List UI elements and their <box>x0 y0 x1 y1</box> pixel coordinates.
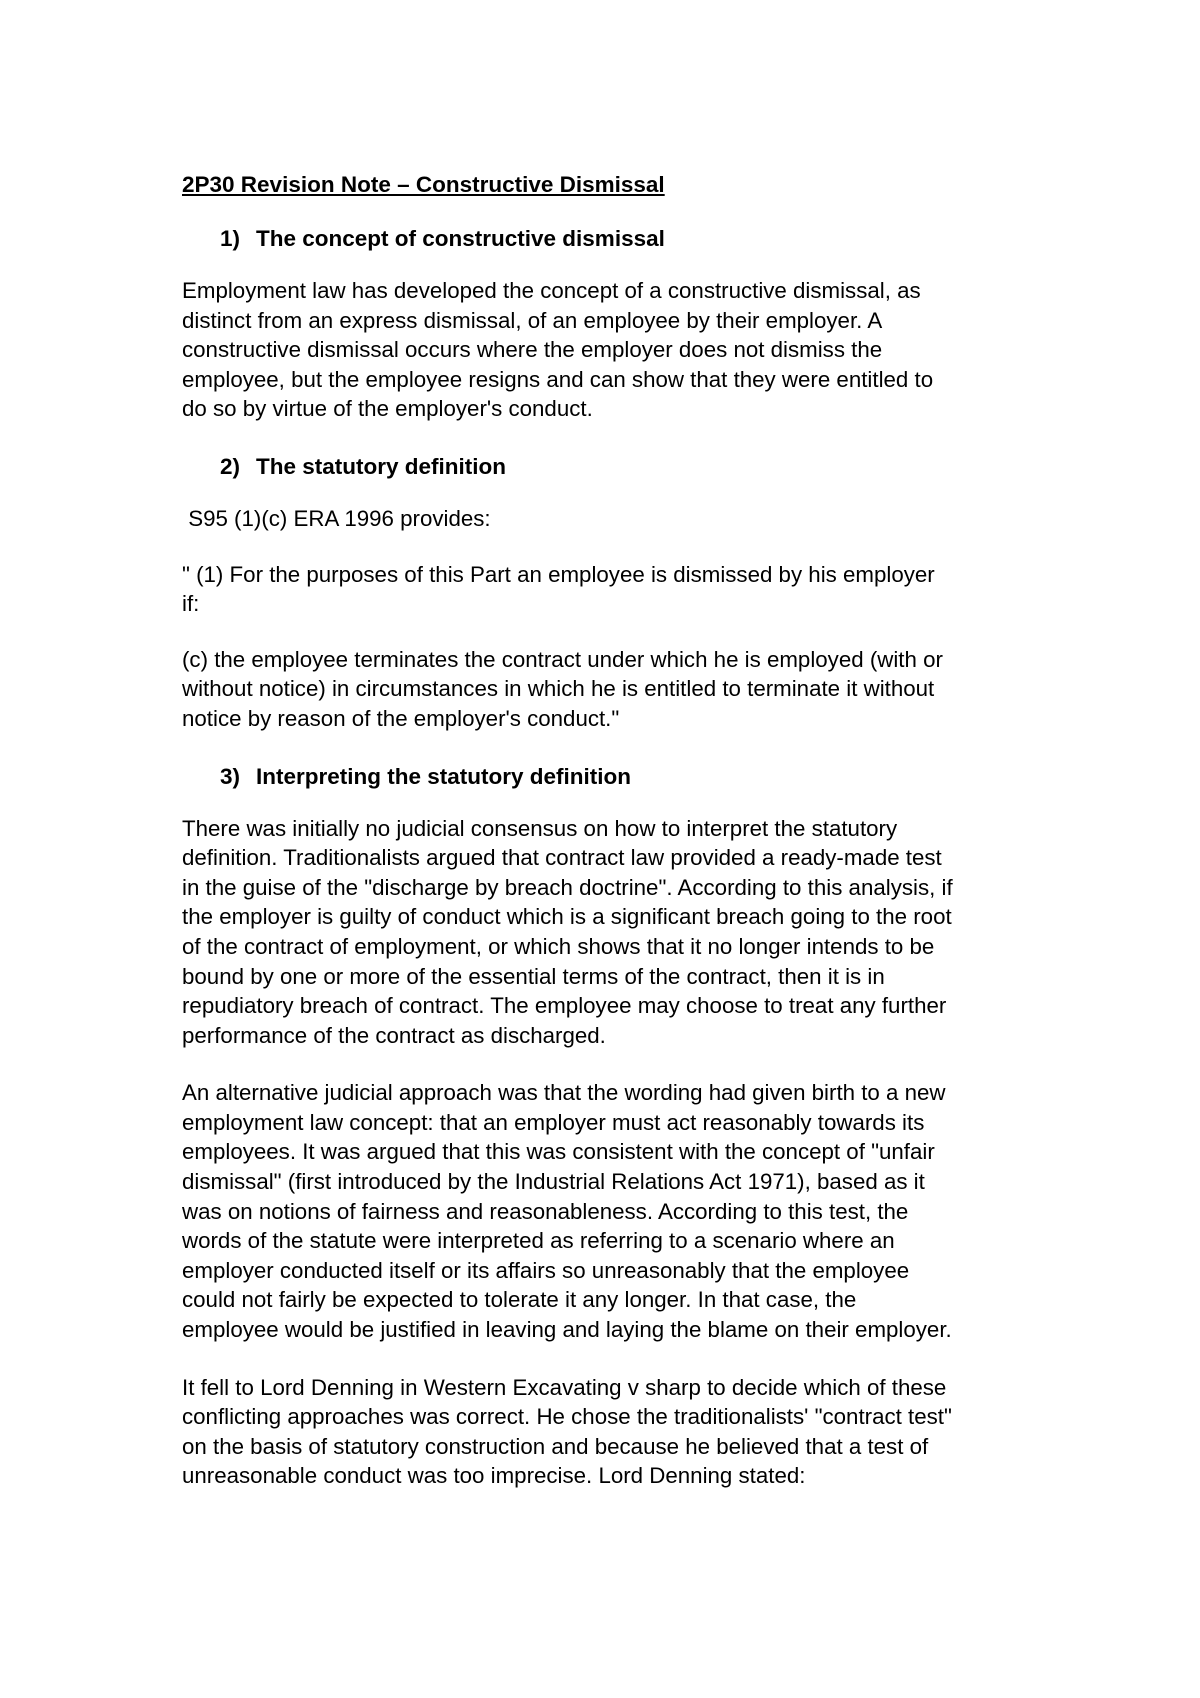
paragraph-line: It fell to Lord Denning in Western Excavating v sharp to decide which of these <box>182 1374 947 1400</box>
paragraph-line: performance of the contract as discharged. <box>182 1022 606 1048</box>
paragraph-line: in the guise of the "discharge by breach doctrine". According to this analysis, if <box>182 874 953 900</box>
paragraph-line: of the contract of employment, or which shows that it no longer intends to be <box>182 933 935 959</box>
paragraph <box>182 1373 1042 1491</box>
paragraph-line: employment law concept: that an employer must act reasonably towards its <box>182 1109 925 1135</box>
paragraph-line: on the basis of statutory construction and because he believed that a test of <box>182 1433 929 1459</box>
paragraph <box>182 645 1042 734</box>
paragraph-line: dismissal" (first introduced by the Industrial Relations Act 1971), based as it <box>182 1169 925 1195</box>
section-number: 2) <box>220 453 241 479</box>
paragraph <box>182 504 1042 534</box>
paragraph <box>182 560 1042 619</box>
paragraph-line: definition. Traditionalists argued that contract law provided a ready-made test <box>182 845 942 871</box>
paragraph-line: notice by reason of the employer's conduct." <box>182 705 620 731</box>
section-heading-text: The concept of constructive dismissal <box>256 226 665 251</box>
paragraph <box>182 1078 1042 1344</box>
paragraph-line: (c) the employee terminates the contract under which he is employed (with or <box>182 646 943 672</box>
paragraph-line: could not fairly be expected to tolerate it any longer. In that case, the <box>182 1287 857 1313</box>
paragraph-line: " (1) For the purposes of this Part an employee is dismissed by his employer <box>182 561 935 587</box>
paragraph-line: do so by virtue of the employer's conduct. <box>182 396 593 422</box>
paragraph-line: if: <box>182 591 200 617</box>
paragraph-line: conflicting approaches was correct. He chose the traditionalists' "contract test" <box>182 1404 952 1430</box>
paragraph <box>182 814 1042 1051</box>
paragraph <box>182 276 1042 424</box>
section-number: 1) <box>220 226 241 251</box>
paragraph-line: was on notions of fairness and reasonableness. According to this test, the <box>182 1198 909 1224</box>
paragraph-line: There was initially no judicial consensus on how to interpret the statutory <box>182 815 898 841</box>
section-heading-1 <box>220 224 1042 254</box>
paragraph-line: employees. It was argued that this was consistent with the concept of "unfair <box>182 1139 935 1165</box>
section-heading-2 <box>220 452 1042 482</box>
paragraph-line: employee, but the employee resigns and can show that they were entitled to <box>182 366 934 392</box>
document-title: 2P30 Revision Note – Constructive Dismissal <box>182 172 665 197</box>
paragraph-line: S95 (1)(c) ERA 1996 provides: <box>182 505 491 531</box>
paragraph-line: without notice) in circumstances in which he is entitled to terminate it without <box>182 676 935 702</box>
paragraph-line: employee would be justified in leaving and laying the blame on their employer. <box>182 1317 952 1343</box>
paragraph-line: unreasonable conduct was too imprecise. Lord Denning stated: <box>182 1463 806 1489</box>
paragraph-line: bound by one or more of the essential terms of the contract, then it is in <box>182 963 885 989</box>
section-heading-text: Interpreting the statutory definition <box>256 763 631 789</box>
paragraph-line: the employer is guilty of conduct which is a significant breach going to the root <box>182 904 952 930</box>
paragraph-line: repudiatory breach of contract. The employee may choose to treat any further <box>182 993 947 1019</box>
section-heading-text: The statutory definition <box>256 453 506 479</box>
paragraph-line: distinct from an express dismissal, of an employee by their employer. A <box>182 307 883 333</box>
paragraph-line: constructive dismissal occurs where the employer does not dismiss the <box>182 337 883 363</box>
paragraph-line: words of the statute were interpreted as referring to a scenario where an <box>182 1228 895 1254</box>
paragraph-line: employer conducted itself or its affairs so unreasonably that the employee <box>182 1257 910 1283</box>
paragraph-line: Employment law has developed the concept of a constructive dismissal, as <box>182 278 921 303</box>
section-heading-3 <box>220 762 1042 792</box>
paragraph-line: An alternative judicial approach was that the wording had given birth to a new <box>182 1080 946 1106</box>
section-number: 3) <box>220 763 241 789</box>
document-page <box>182 170 1042 1519</box>
